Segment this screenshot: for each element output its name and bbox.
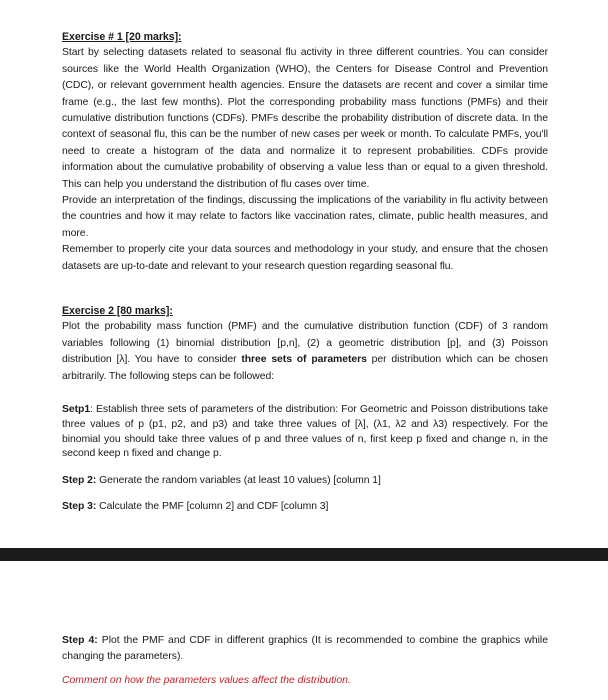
step-1 <box>62 403 548 462</box>
exercise-2-section <box>62 303 548 385</box>
exercise-2-intro-text: Plot the probability mass function (PMF) and the cumulative distribution function (CDF) of 3 random variables following (1) binomial distribution [p,n], (2) a geometric distribution [p], and (3) Poisson distribution [λ]. You have to consider <box>62 321 548 366</box>
exercise-1-paragraph-3: Remember to properly cite your data sources and methodology in your study, and ensure that the chosen datasets are up-to-date and relevant to your research question regarding seasonal flu. <box>62 244 548 272</box>
step-2 <box>62 474 548 489</box>
step-1-text: : Establish three sets of parameters of the distribution: For Geometric and Poisson distributions take three values of p (p1, p2, and p3) and take three values of [λ], (λ1, λ2 and λ3) respectively. For the binomial you should take three values of p and three values of n, first keep p fixed and change n, in the second keep n fixed and change p. <box>62 404 548 460</box>
exercise-2-steps <box>62 403 548 515</box>
exercise-1-paragraph-2: Provide an interpretation of the findings, discussing the implications of the variability in flu activity between the countries and how it may relate to factors like vaccination rates, climate, public health measures, and more. <box>62 195 548 239</box>
exercise-2-continued <box>62 633 548 689</box>
step-2-text: Generate the random variables (at least 10 values) [column 1] <box>96 475 381 487</box>
exercise-2-intro-text-end: per distribution which can be chosen arbitrarily. The following steps can be followed: <box>62 354 548 382</box>
comment-instruction: Comment on how the parameters values affect the distribution. <box>62 675 351 686</box>
exercise-1-paragraph-1: Start by selecting datasets related to seasonal flu activity in three different countries. You can consider sources like the World Health Organization (WHO), the Centers for Disease Control and Prevention (CDC), or relevant government health agencies. Ensure the datasets are recent and cover a similar time frame (e.g., the last few months). Plot the corresponding probability mass functions (PMFs) and their cumulative distribution functions (CDFs). PMFs describe the probability distribution of discrete data. In the context of seasonal flu, this can be the number of new cases per week or month. To calculate PMFs, you'll need to create a histogram of the data and normalize it to represent probabilities. CDFs provide information about the cumulative probability of observing a value less than or equal to a given threshold. This can help you understand the distribution of flu cases over time. <box>62 47 548 190</box>
exercise-2-intro-bold: three sets of parameters <box>241 354 367 366</box>
exercise-1-heading: Exercise # 1 [20 marks]: <box>62 31 182 43</box>
step-4-label: Step 4: <box>62 635 98 646</box>
step-3-text: Calculate the PMF [column 2] and CDF [column 3] <box>96 500 329 512</box>
step-3-label: Step 3: <box>62 500 97 512</box>
step-3 <box>62 500 548 515</box>
exercise-1-section <box>62 29 548 275</box>
exercise-2-heading: Exercise 2 [80 marks]: <box>62 305 173 317</box>
step-4-text: Plot the PMF and CDF in different graphics (It is recommended to combine the graphics while changing the parameters). <box>62 635 548 662</box>
step-2-label: Step 2: <box>62 475 97 487</box>
exercise-2-intro <box>62 319 548 385</box>
step-4 <box>62 633 548 665</box>
page-break-divider <box>0 548 608 561</box>
step-1-label: Setp1 <box>62 404 91 415</box>
